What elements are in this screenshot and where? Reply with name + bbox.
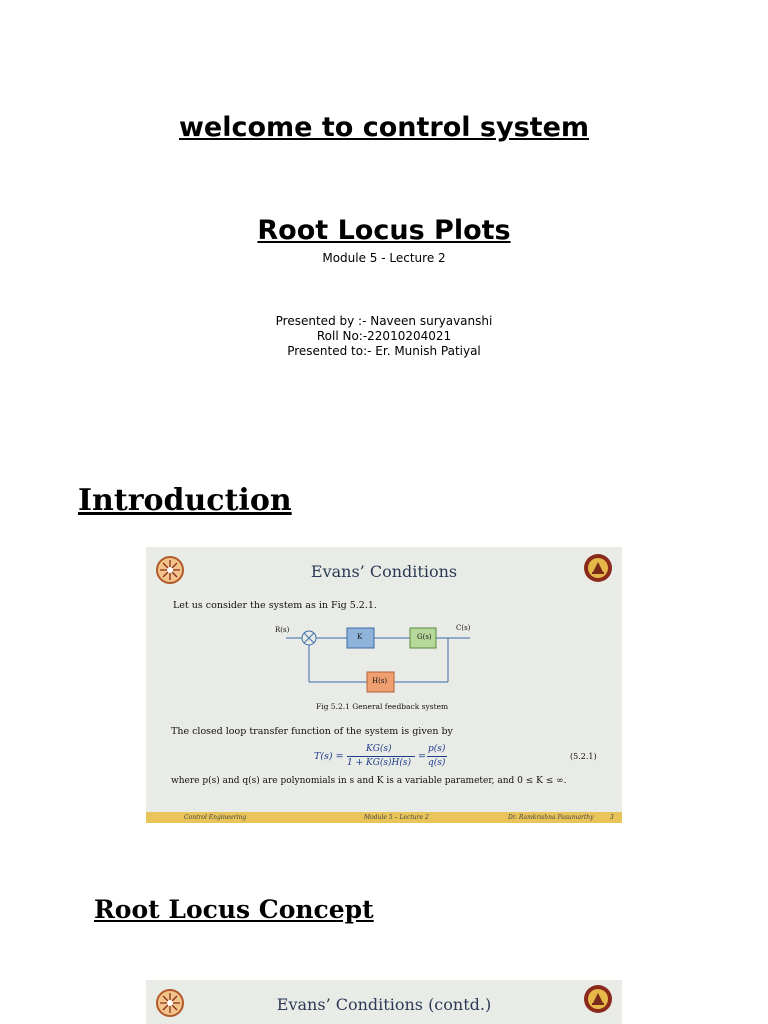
slide-evans-conditions-contd xyxy=(146,980,622,1024)
equation-equals: = xyxy=(418,751,426,762)
block-k-label: K xyxy=(357,633,363,641)
footer-course: Control Engineering xyxy=(184,814,247,821)
slide-evans-conditions xyxy=(146,547,622,823)
where-text: where p(s) and q(s) are polynomials in s and K is a variable parameter, and 0 ≤ K ≤ ∞. xyxy=(171,776,567,786)
slide-intro-text: Let us consider the system as in Fig 5.2.1. xyxy=(173,600,377,611)
footer-module: Module 5 – Lecture 2 xyxy=(364,814,429,821)
block-h-label: H(s) xyxy=(372,677,388,685)
equation-lhs: T(s) = xyxy=(314,751,344,762)
fraction-bar-2 xyxy=(427,756,447,757)
fraction-bar xyxy=(347,756,415,757)
slide-footer xyxy=(146,812,622,823)
equation-number: (5.2.1) xyxy=(570,752,597,761)
equation-numerator: KG(s) xyxy=(366,744,392,754)
equation-numerator-2: p(s) xyxy=(428,744,446,754)
diagram-label-c: C(s) xyxy=(456,624,471,632)
footer-author: Dr. Ramkrishna Pasumarthy xyxy=(508,814,594,821)
figure-caption: Fig 5.2.1 General feedback system xyxy=(316,702,449,711)
cover-title: welcome to control system xyxy=(178,112,590,143)
presented-to: Presented to:- Er. Munish Patiyal xyxy=(287,344,481,358)
slide-title: Evans’ Conditions xyxy=(310,562,458,581)
module-label: Module 5 - Lecture 2 xyxy=(322,251,446,265)
closed-loop-text: The closed loop transfer function of the system is given by xyxy=(171,726,453,737)
equation-denominator-2: q(s) xyxy=(428,758,446,768)
cover-subtitle: Root Locus Plots xyxy=(257,215,511,246)
root-locus-concept-heading: Root Locus Concept xyxy=(94,895,374,924)
footer-page-number: 3 xyxy=(610,814,614,821)
introduction-heading: Introduction xyxy=(78,483,292,518)
block-g-label: G(s) xyxy=(417,633,432,641)
roll-no: Roll No:-22010204021 xyxy=(316,329,452,343)
diagram-label-r: R(s) xyxy=(275,626,290,634)
equation-denominator: 1 + KG(s)H(s) xyxy=(347,758,412,768)
slide-title: Evans’ Conditions (contd.) xyxy=(276,995,492,1014)
presented-by: Presented by :- Naveen suryavanshi xyxy=(275,314,493,328)
